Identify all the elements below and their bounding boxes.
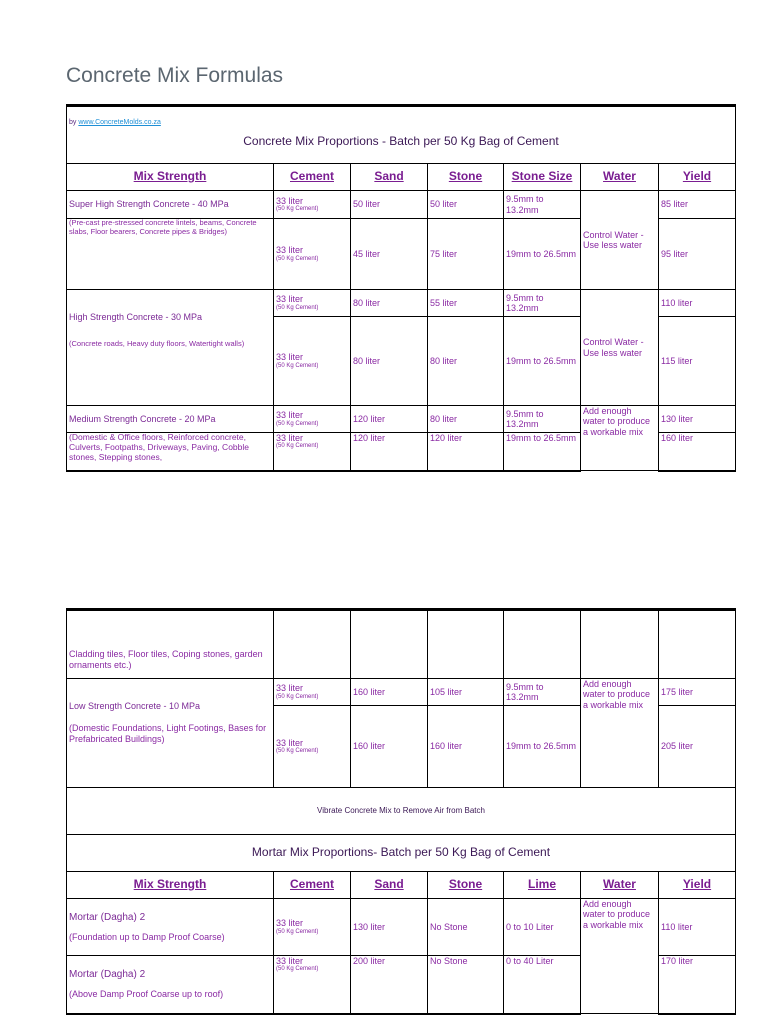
sand-cell: 130 liter	[351, 899, 428, 956]
header-mix-strength: Mix Strength	[67, 872, 274, 899]
cement-cell: 33 liter (50 Kg Cement)	[274, 290, 351, 317]
sand-cell: 160 liter	[351, 706, 428, 788]
stone-size-cell: 19mm to 26.5mm	[504, 433, 581, 471]
lime-cell: 0 to 10 Liter	[504, 899, 581, 956]
sand-cell: 45 liter	[351, 219, 428, 290]
header-stone: Stone	[428, 872, 504, 899]
sand-cell: 50 liter	[351, 191, 428, 219]
cement-cell: 33 liter (50 Kg Cement)	[274, 191, 351, 219]
mix-name-high: High Strength Concrete - 30 MPa	[69, 312, 203, 322]
mix-desc-medium: (Domestic & Office floors, Reinforced concrete, Culverts, Footpaths, Driveways, Paving, Cobble stones, Stepping stones,	[67, 433, 274, 471]
yield-cell: 160 liter	[659, 433, 736, 471]
stone-cell: 120 liter	[428, 433, 504, 471]
stone-cell: No Stone	[428, 956, 504, 1014]
mix-desc-high: (Concrete roads, Heavy duty floors, Watertight walls)	[69, 339, 245, 349]
mix-name-super-high: Super High Strength Concrete - 40 MPa	[67, 191, 274, 219]
mix-desc-low: (Domestic Foundations, Light Footings, Bases for Prefabricated Buildings)	[69, 723, 267, 744]
lime-cell: 0 to 40 Liter	[504, 956, 581, 1014]
stone-cell: 55 liter	[428, 290, 504, 317]
header-lime: Lime	[504, 872, 581, 899]
stone-size-cell: 9.5mm to 13.2mm	[504, 290, 581, 317]
header-stone: Stone	[428, 164, 504, 191]
yield-cell: 170 liter	[659, 956, 736, 1014]
sand-cell: 80 liter	[351, 317, 428, 406]
mix-cell-high	[67, 290, 274, 406]
page-title: Concrete Mix Formulas	[66, 64, 284, 87]
header-yield: Yield	[659, 164, 736, 191]
empty-cell	[659, 610, 736, 679]
by-prefix: by	[69, 119, 77, 126]
mortar-name-2: Mortar (Dagha) 2	[69, 969, 146, 981]
stone-cell: 105 liter	[428, 679, 504, 706]
header-yield: Yield	[659, 872, 736, 899]
continued-table	[66, 608, 736, 1015]
water-cell: Add enough water to produce a workable mix	[581, 406, 659, 471]
stone-cell: 80 liter	[428, 406, 504, 433]
water-cell: Control Water - Use less water	[581, 191, 659, 290]
mortar-name-1: Mortar (Dagha) 2	[69, 912, 146, 924]
yield-cell: 205 liter	[659, 706, 736, 788]
stone-size-cell: 19mm to 26.5mm	[504, 317, 581, 406]
concrete-caption-cell	[67, 106, 736, 164]
mix-name-medium: Medium Strength Concrete - 20 MPa	[67, 406, 274, 433]
empty-cell	[351, 610, 428, 679]
concrete-mix-table	[66, 104, 736, 472]
header-cement: Cement	[274, 164, 351, 191]
concretemolds-link[interactable]: www.ConcreteMolds.co.za	[78, 119, 161, 126]
stone-size-cell: 9.5mm to 13.2mm	[504, 406, 581, 433]
stone-size-cell: 19mm to 26.5mm	[504, 706, 581, 788]
mortar-desc-1: (Foundation up to Damp Proof Coarse)	[69, 931, 225, 942]
water-cell: Control Water - Use less water	[581, 290, 659, 406]
cement-cell: 33 liter (50 Kg Cement)	[274, 317, 351, 406]
sand-cell: 200 liter	[351, 956, 428, 1014]
stone-size-cell: 19mm to 26.5mm	[504, 219, 581, 290]
mortar-cell-1	[67, 899, 274, 956]
header-stone-size: Stone Size	[504, 164, 581, 191]
header-mix-strength: Mix Strength	[67, 164, 274, 191]
yield-cell: 175 liter	[659, 679, 736, 706]
header-sand: Sand	[351, 164, 428, 191]
yield-cell: 110 liter	[659, 290, 736, 317]
empty-cell	[274, 610, 351, 679]
water-cell: Add enough water to produce a workable mix	[581, 679, 659, 788]
stone-cell: No Stone	[428, 899, 504, 956]
cement-cell: 33 liter (50 Kg Cement)	[274, 679, 351, 706]
mortar-cell-2	[67, 956, 274, 1014]
mortar-caption: Mortar Mix Proportions- Batch per 50 Kg Bag of Cement	[67, 835, 736, 872]
cement-cell: 33 liter (50 Kg Cement)	[274, 899, 351, 956]
stone-size-cell: 9.5mm to 13.2mm	[504, 679, 581, 706]
stone-cell: 50 liter	[428, 191, 504, 219]
yield-cell: 95 liter	[659, 219, 736, 290]
sand-cell: 120 liter	[351, 406, 428, 433]
mix-desc-continued: Cladding tiles, Floor tiles, Coping stones, garden ornaments etc.)	[67, 610, 274, 679]
cement-cell: 33 liter (50 Kg Cement)	[274, 219, 351, 290]
yield-cell: 110 liter	[659, 899, 736, 956]
yield-cell: 115 liter	[659, 317, 736, 406]
mix-desc-super-high: (Pre-cast pre-stressed concrete lintels, beams, Concrete slabs, Floor bearers, Concrete pipes & Bridges)	[67, 219, 274, 290]
header-cement: Cement	[274, 872, 351, 899]
header-water: Water	[581, 872, 659, 899]
stone-size-cell: 9.5mm to 13.2mm	[504, 191, 581, 219]
empty-cell	[581, 610, 659, 679]
cement-cell: 33 liter (50 Kg Cement)	[274, 706, 351, 788]
yield-cell: 130 liter	[659, 406, 736, 433]
mix-cell-low	[67, 679, 274, 788]
sand-cell: 120 liter	[351, 433, 428, 471]
stone-cell: 75 liter	[428, 219, 504, 290]
mix-name-low: Low Strength Concrete - 10 MPa	[69, 701, 201, 711]
yield-cell: 85 liter	[659, 191, 736, 219]
cement-cell: 33 liter (50 Kg Cement)	[274, 956, 351, 1014]
stone-cell: 80 liter	[428, 317, 504, 406]
cement-cell: 33 liter (50 Kg Cement)	[274, 406, 351, 433]
concrete-caption: Concrete Mix Proportions - Batch per 50 Kg Bag of Cement	[243, 134, 559, 149]
header-water: Water	[581, 164, 659, 191]
mortar-desc-2: (Above Damp Proof Coarse up to roof)	[69, 988, 224, 999]
empty-cell	[504, 610, 581, 679]
header-sand: Sand	[351, 872, 428, 899]
empty-cell	[428, 610, 504, 679]
stone-cell: 160 liter	[428, 706, 504, 788]
vibrate-note: Vibrate Concrete Mix to Remove Air from Batch	[67, 788, 736, 835]
sand-cell: 160 liter	[351, 679, 428, 706]
sand-cell: 80 liter	[351, 290, 428, 317]
water-cell: Add enough water to produce a workable mix	[581, 899, 659, 1014]
cement-cell: 33 liter (50 Kg Cement)	[274, 433, 351, 471]
